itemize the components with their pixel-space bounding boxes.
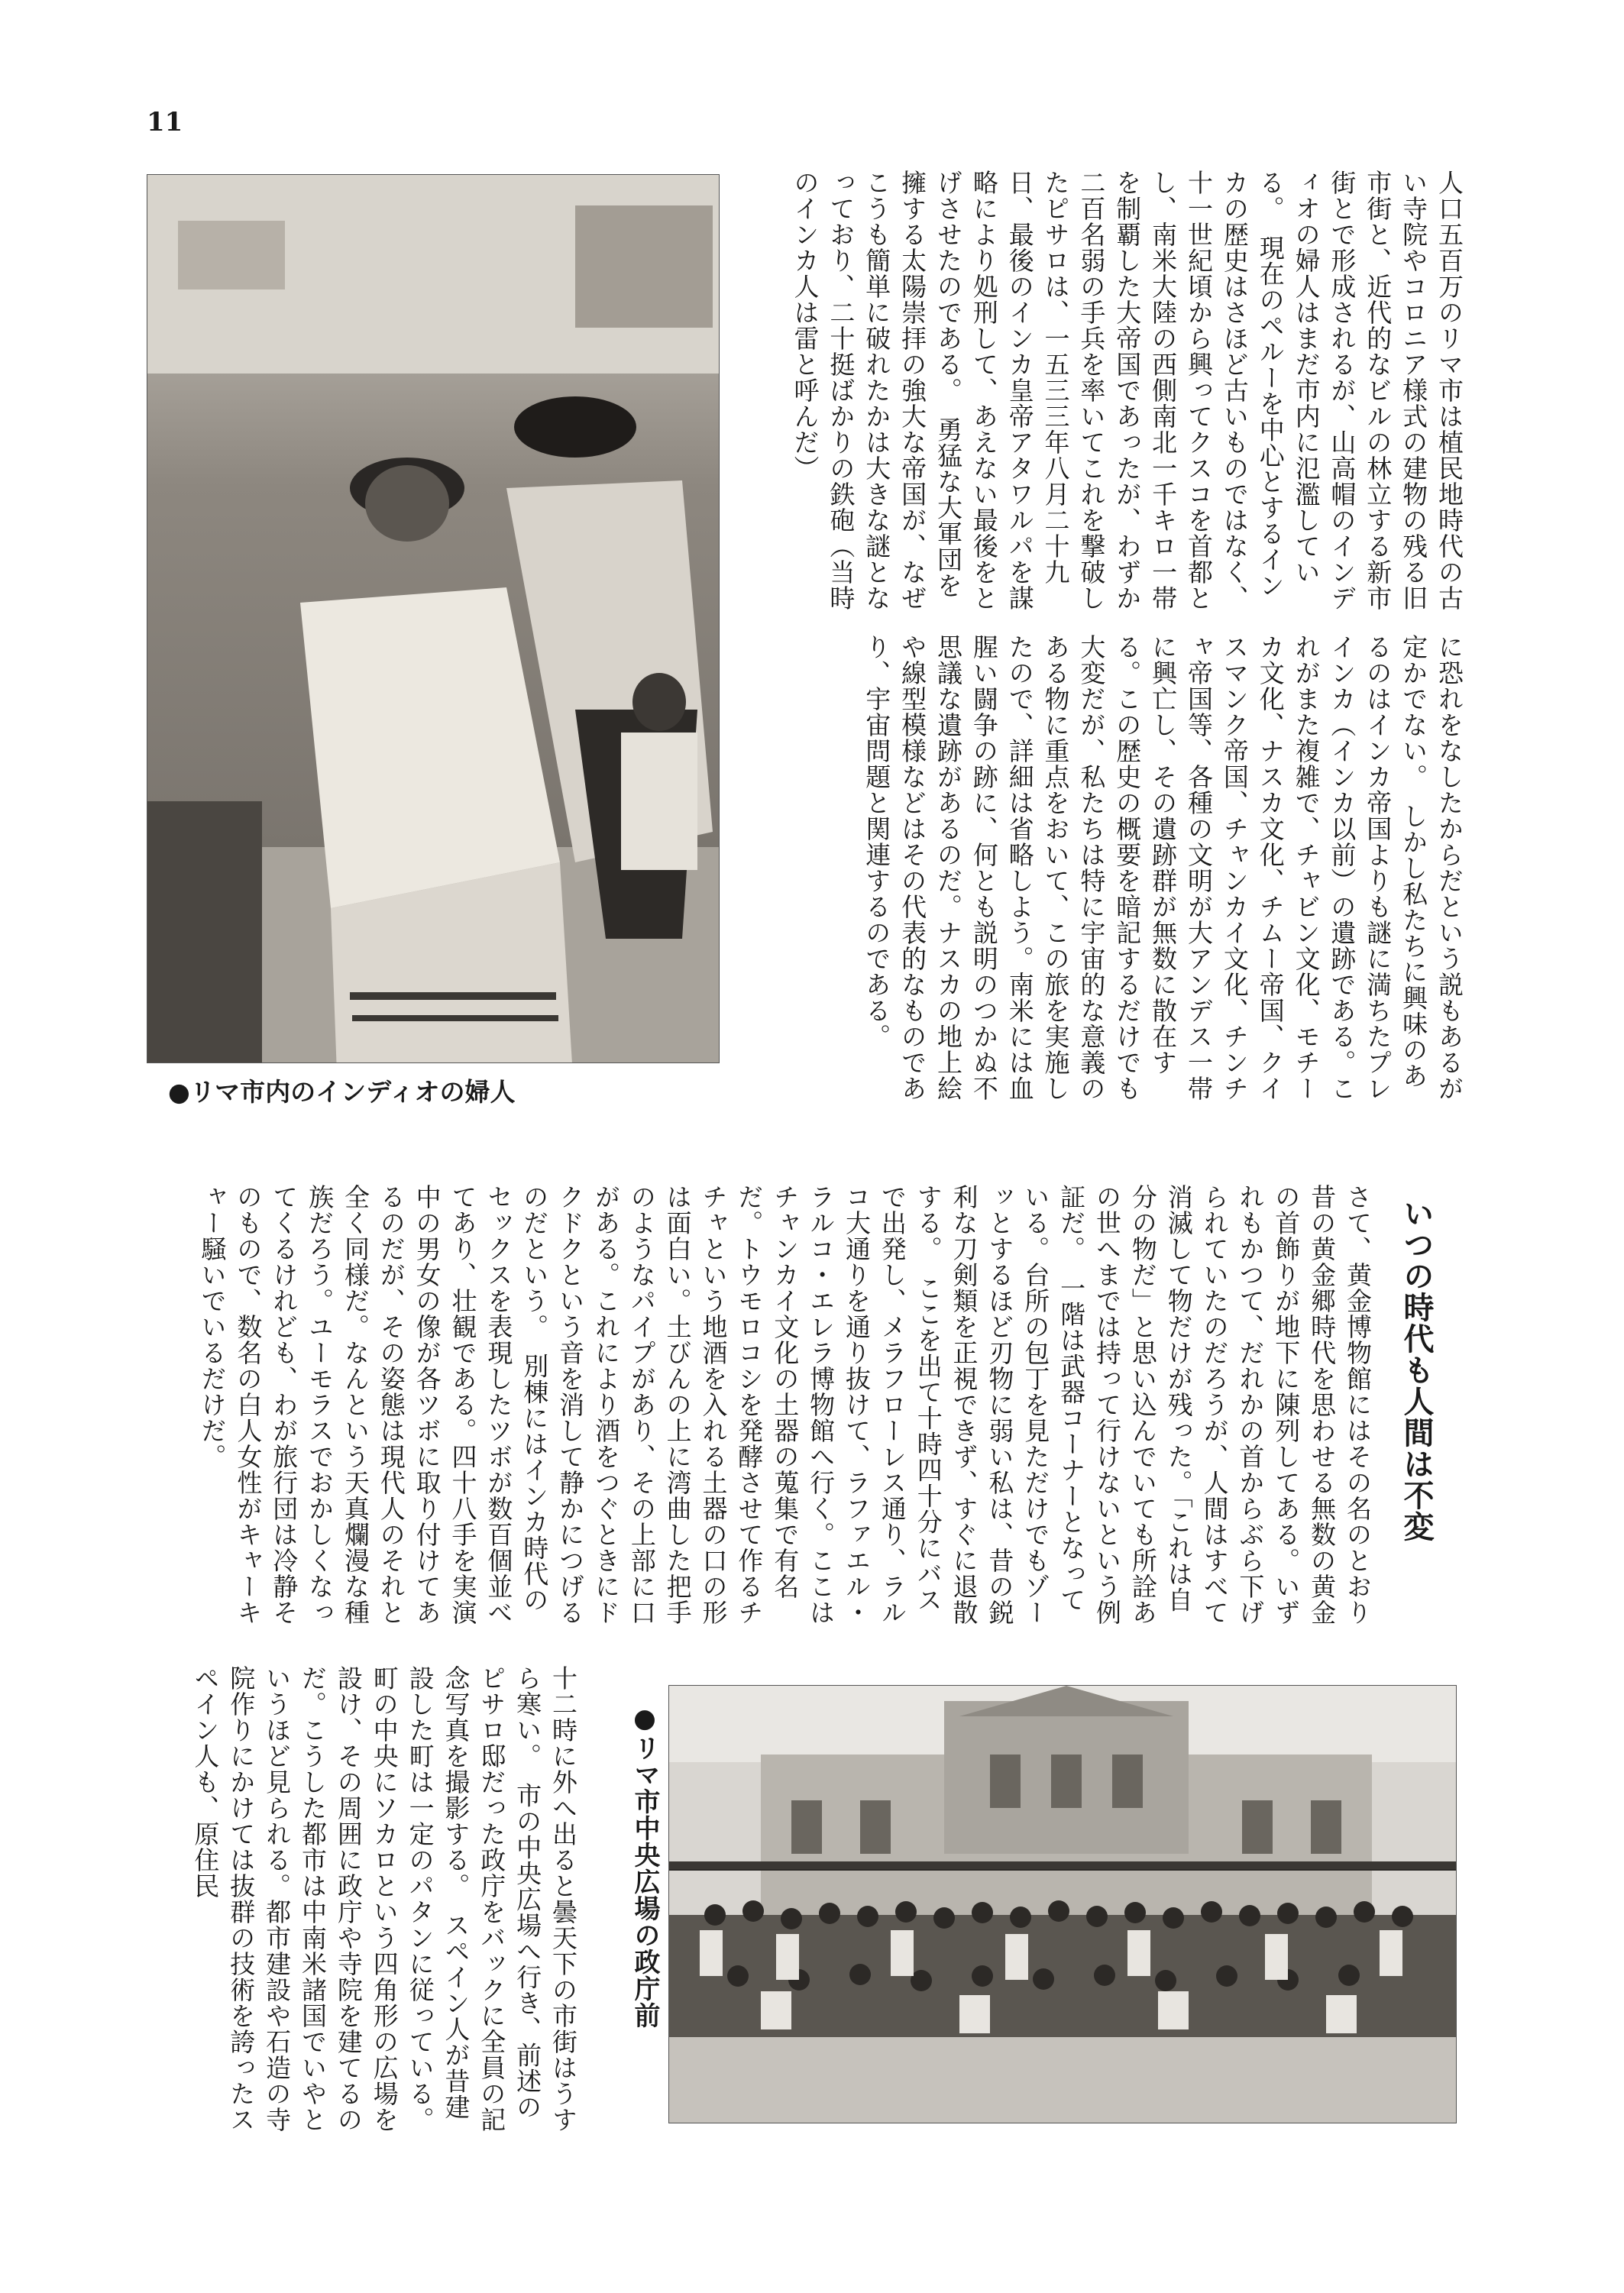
text-block-2: に恐れをなしたからだという説もあるが定かでない。 しかし私たちに興味のあるのはインカ帝国よりも謎に満ちたプレインカ（インカ以前）の遺跡である。これがまた複雑で、チャビン文化、モチーカ文化、ナスカ文化、チムー帝国、クイスマンク帝国、チャンカイ文化、チンチャ帝国等、各種の文明が大アンデス一帯に興亡し、その遺跡群が無数に散在する。この歴史の概要を暗記するだけでも大変だが、私たちは特に宇宙的な意義のある物に重点をおいて、この旅を実施したので、詳細は省略しよう。南米には血腥い闘争の跡に、何とも説明のつかぬ不思議な遺跡があるのだ。ナスカの地上絵や線型模様などはその代表的なものであり、宇宙問題と関連するのである。: [862, 634, 1464, 1101]
photo-indio-women-image: [147, 175, 719, 1062]
text-block-1: 人口五百万のリマ市は植民地時代の古い寺院やコロニア様式の建物の残る旧市街と、近代的なビルの林立する新市街とで形成されるが、山高帽のインディオの婦人はまだ市内に氾濫している。 現在のペルーを中心とするインカの歴史はさほど古いものではなく、十一世紀頃から興ってクスコを首都とし、南米大陸の西側南北一千キロ一帯を制覇した大帝国であったが、わずか二百名弱の手兵を率いてこれを撃破したピサロは、一五三三年八月二十九日、最後のインカ皇帝アタワルパを謀略により処刑して、あえない最後をとげさせたのである。 勇猛な大軍団を擁する太陽崇拝の強大な帝国が、なぜこうも簡単に破れたかは大きな謎となっており、二十挺ばかりの鉄砲（当時のインカ人は雷と呼んだ）: [790, 170, 1464, 611]
text-block-4: 十二時に外へ出ると曇天下の市街はうすら寒い。 市の中央広場へ行き、前述のピサロ邸だった政庁をバックに全員の記念写真を撮影する。 スペイン人が昔建設した町は一定のパタンに従っている。町の中央にソカロという四角形の広場を設け、その周囲に政庁や寺院を建てるのだ。こうした都市は中南米諸国でいやというほど見られる。都市建設や石造の寺院作りにかけては抜群の技術を誇ったスペイン人も、原住民: [190, 1665, 578, 2133]
photo-group-plaza-image: [669, 1686, 1456, 2123]
photo-indio-women: [147, 174, 720, 1063]
text-block-3: さて、黄金博物館にはその名のとおり昔の黄金郷時代を思わせる無数の黄金の首飾りが地下に陳列してある。いずれもかつて、だれかの首からぶら下げられていたのだろうが、人間はすべて消滅して物だけが残った。「これは自分の物だ」と思い込んでいても所詮あの世へまでは持って行けないという例証だ。 一階は武器コーナーとなっている。台所の包丁を見ただけでもゾーッとするほど刃物に弱い私は、昔の鋭利な刀剣類を正視できず、すぐに退散する。 ここを出て十時四十分にバスで出発し、メラフローレス通り、ラルコ大通りを通り抜けて、ラファエル・ラルコ・エレラ博物館へ行く。ここはチャンカイ文化の土器の蒐集で有名だ。トウモロコシを発酵させて作るチチャという地酒を入れる土器の口の形は面白い。土びんの上に湾曲した把手のようなパイプがあり、その上部に口がある。これにより酒をつぐときにドクドクという音を消して静かにつげるのだという。 別棟にはインカ時代のセックスを表現したツボが数百個並べてあり、壮観である。四十八手を実演中の男女の像が各ツボに取り付けてあるのだが、その姿態は現代人のそれと全く同様だ。なんという天真爛漫な種族だろう。ユーモラスでおかしくなってくるけれども、わが旅行団は冷静そのもので、数名の白人女性がキャーキャー騒いでいるだけだ。: [197, 1184, 1373, 1625]
photo1-caption: ●リマ市内のインディオの婦人: [168, 1077, 516, 1107]
section-heading: いつの時代も人間は不変: [1399, 1198, 1434, 1542]
photo2-caption: ●リマ市中央広場の政庁前: [629, 1703, 660, 2029]
photo-group-plaza: [668, 1685, 1457, 2123]
page-number: 11: [147, 107, 183, 137]
